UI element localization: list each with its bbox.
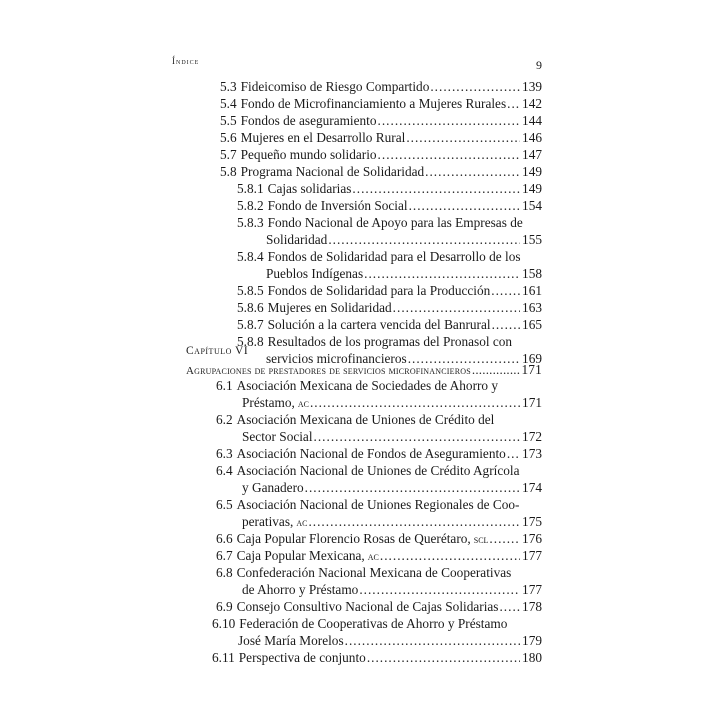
entry-page: 165 (522, 317, 542, 332)
entry-page: 163 (522, 300, 542, 315)
dot-leader (305, 479, 520, 496)
entry-line (237, 316, 542, 333)
dot-leader (472, 362, 521, 378)
entry-title: Asociación Mexicana de Uniones de Crédito del (236, 412, 495, 427)
entry-page: 142 (522, 96, 542, 111)
toc-entry (216, 496, 542, 532)
entry-line (216, 411, 542, 428)
entry-line (237, 197, 542, 214)
dot-leader (308, 513, 520, 530)
entry-line (237, 180, 542, 197)
dot-leader (489, 530, 520, 547)
entry-page: 146 (522, 130, 542, 145)
entry-number: 6.9 (216, 599, 233, 614)
dot-leader (425, 163, 520, 180)
entry-page: 154 (522, 198, 542, 213)
entry-title: Pequeño mundo solidario (240, 147, 377, 162)
entry-title: Cajas solidarias (267, 181, 352, 196)
entry-line (220, 95, 542, 112)
entry-line (220, 163, 542, 180)
entry-page: 173 (522, 446, 542, 461)
toc-entry (237, 180, 542, 197)
dot-leader (364, 265, 520, 282)
entry-number: 6.8 (216, 565, 233, 580)
toc-entry (220, 95, 542, 112)
entry-title: Caja Popular Mexicana, (236, 548, 365, 563)
dot-leader (310, 394, 520, 411)
entry-page: 175 (522, 514, 542, 529)
entry-title: Fondos de aseguramiento (240, 113, 377, 128)
entry-number: 5.8.3 (237, 215, 264, 230)
dot-leader (378, 146, 521, 163)
dot-leader (430, 78, 520, 95)
entry-line (212, 649, 542, 666)
entry-page: 169 (522, 351, 542, 366)
entry-page: 161 (522, 283, 542, 298)
entry-line (216, 564, 542, 581)
toc-entry (212, 615, 542, 649)
entry-title-continued: Préstamo, (242, 395, 295, 410)
dot-leader (314, 428, 521, 445)
entry-title: Asociación Nacional de Fondos de Aseguramiento (236, 446, 506, 461)
entry-page: 139 (522, 79, 542, 94)
entry-line (220, 129, 542, 146)
entry-line-continued (212, 632, 542, 649)
dot-leader (380, 547, 520, 564)
entry-page: 174 (522, 480, 542, 495)
dot-leader (378, 112, 521, 129)
dot-leader (492, 316, 520, 333)
toc-entry (237, 282, 542, 299)
dot-leader (359, 581, 520, 598)
entry-title: Programa Nacional de Solidaridad (240, 164, 425, 179)
entry-page: 144 (522, 113, 542, 128)
toc-entry (237, 214, 542, 248)
dot-leader (409, 197, 520, 214)
entry-number: 5.7 (220, 147, 237, 162)
entry-number: 5.3 (220, 79, 237, 94)
entry-title: Solución a la cartera vencida del Banrural (267, 317, 491, 332)
entry-page: 147 (522, 147, 542, 162)
toc-entry (216, 411, 542, 445)
entry-line (220, 112, 542, 129)
toc-entry (220, 163, 542, 180)
entry-number: 6.10 (212, 616, 236, 631)
entry-number: 5.8.8 (237, 334, 264, 349)
entry-title-continued: servicios microfinancieros (266, 351, 407, 366)
entry-title-continued: Solidaridad (266, 232, 328, 247)
entry-title: Fondo Nacional de Apoyo para las Empresas de (267, 215, 523, 230)
entry-page: 172 (522, 429, 542, 444)
toc-entry (237, 197, 542, 214)
entry-suffix: ac (367, 551, 379, 563)
entry-page: 178 (522, 599, 542, 614)
entry-line (216, 598, 542, 615)
entry-suffix: ac (297, 398, 309, 410)
entry-title-continued: perativas, (242, 514, 294, 529)
entry-line-continued (216, 581, 542, 598)
dot-leader (345, 632, 520, 649)
chapter-page: 171 (521, 362, 542, 377)
entry-title-continued: de Ahorro y Préstamo (242, 582, 359, 597)
entry-title-continued: y Ganadero (242, 480, 304, 495)
entry-title-continued: José María Morelos (238, 633, 344, 648)
entry-page: 177 (522, 582, 542, 597)
toc-entry (237, 248, 542, 282)
entry-title: Fondos de Solidaridad para el Desarrollo de los (267, 249, 521, 264)
page-header (172, 56, 542, 76)
entry-page: 158 (522, 266, 542, 281)
entry-title-continued: Sector Social (242, 429, 313, 444)
toc-entry (220, 112, 542, 129)
toc-entry (216, 462, 542, 496)
entry-title: Fondo de Inversión Social (267, 198, 408, 213)
entry-line-continued (237, 265, 542, 282)
toc-entry (237, 299, 542, 316)
entry-title: Fondos de Solidaridad para la Producción (267, 283, 491, 298)
entry-number: 6.5 (216, 497, 233, 512)
dot-leader (328, 231, 520, 248)
entry-title: Mujeres en el Desarrollo Rural (240, 130, 406, 145)
page-number: 9 (536, 58, 542, 72)
entry-title: Asociación Nacional de Uniones de Crédito Agrícola (236, 463, 520, 478)
entry-number: 6.1 (216, 378, 233, 393)
dot-leader (491, 282, 520, 299)
toc-entry (220, 129, 542, 146)
entry-number: 6.7 (216, 548, 233, 563)
entry-line (237, 299, 542, 316)
entry-line (237, 214, 542, 231)
entry-page: 155 (522, 232, 542, 247)
toc-entry (216, 445, 542, 462)
entry-line (237, 248, 542, 265)
entry-suffix: scl (473, 534, 489, 546)
toc-entry (237, 316, 542, 333)
entry-page: 180 (522, 650, 542, 665)
toc-entry (212, 649, 542, 666)
entry-suffix: ac (296, 517, 308, 529)
entry-page: 149 (522, 181, 542, 196)
entry-number: 5.8.5 (237, 283, 264, 298)
entry-number: 5.5 (220, 113, 237, 128)
entry-line (220, 146, 542, 163)
entry-line (212, 615, 542, 632)
dot-leader (352, 180, 520, 197)
entry-title: Resultados de los programas del Pronasol con (267, 334, 513, 349)
dot-leader (406, 129, 520, 146)
chapter-label: Capítulo VI (186, 345, 249, 357)
entry-line (216, 377, 542, 394)
entry-number: 6.4 (216, 463, 233, 478)
entry-number: 6.3 (216, 446, 233, 461)
entry-title: Consejo Consultivo Nacional de Cajas Solidarias (236, 599, 499, 614)
entry-line (216, 445, 542, 462)
chapter-title-entry (186, 362, 542, 378)
entry-line (237, 333, 542, 350)
entry-number: 5.6 (220, 130, 237, 145)
entry-number: 5.8.6 (237, 300, 264, 315)
entry-title-continued: Pueblos Indígenas (266, 266, 364, 281)
entry-line-continued (216, 479, 542, 496)
entry-number: 6.11 (212, 650, 235, 665)
entry-number: 5.8.2 (237, 198, 264, 213)
entry-title: Fideicomiso de Riesgo Compartido (240, 79, 430, 94)
toc-entry (216, 377, 542, 413)
entry-line (216, 462, 542, 479)
entry-number: 6.6 (216, 531, 233, 546)
entry-title: Fondo de Microfinanciamiento a Mujeres Rurales (240, 96, 507, 111)
entry-line (237, 282, 542, 299)
entry-page: 176 (522, 531, 542, 546)
entry-title: Mujeres en Solidaridad (267, 300, 392, 315)
entry-line (220, 78, 542, 95)
entry-line-continued (237, 231, 542, 248)
entry-number: 5.8.7 (237, 317, 264, 332)
dot-leader (367, 649, 520, 666)
entry-page: 179 (522, 633, 542, 648)
dot-leader (507, 95, 520, 112)
dot-leader (393, 299, 520, 316)
toc-entry (216, 564, 542, 598)
entry-page: 177 (522, 548, 542, 563)
entry-line (216, 496, 542, 513)
entry-number: 5.8 (220, 164, 237, 179)
dot-leader (507, 445, 520, 462)
entry-page: 171 (522, 395, 542, 410)
entry-title: Caja Popular Florencio Rosas de Querétaro, (236, 531, 471, 546)
entry-page: 149 (522, 164, 542, 179)
entry-title: Perspectiva de conjunto (238, 650, 366, 665)
toc-entry (220, 78, 542, 95)
entry-title: Confederación Nacional Mexicana de Cooperativas (236, 565, 512, 580)
dot-leader (499, 598, 520, 615)
entry-line-continued (216, 428, 542, 445)
entry-number: 5.4 (220, 96, 237, 111)
entry-number: 5.8.4 (237, 249, 264, 264)
running-head: Índice (172, 56, 200, 66)
chapter-title: Agrupaciones de prestadores de servicios microfinancieros (186, 365, 471, 377)
entry-title: Asociación Mexicana de Sociedades de Ahorro y (236, 378, 499, 393)
entry-title: Asociación Nacional de Uniones Regionales de Coo- (236, 497, 520, 512)
toc-entry (216, 598, 542, 615)
entry-number: 5.8.1 (237, 181, 264, 196)
entry-number: 6.2 (216, 412, 233, 427)
toc-entry (220, 146, 542, 163)
entry-title: Federación de Cooperativas de Ahorro y Préstamo (239, 616, 508, 631)
